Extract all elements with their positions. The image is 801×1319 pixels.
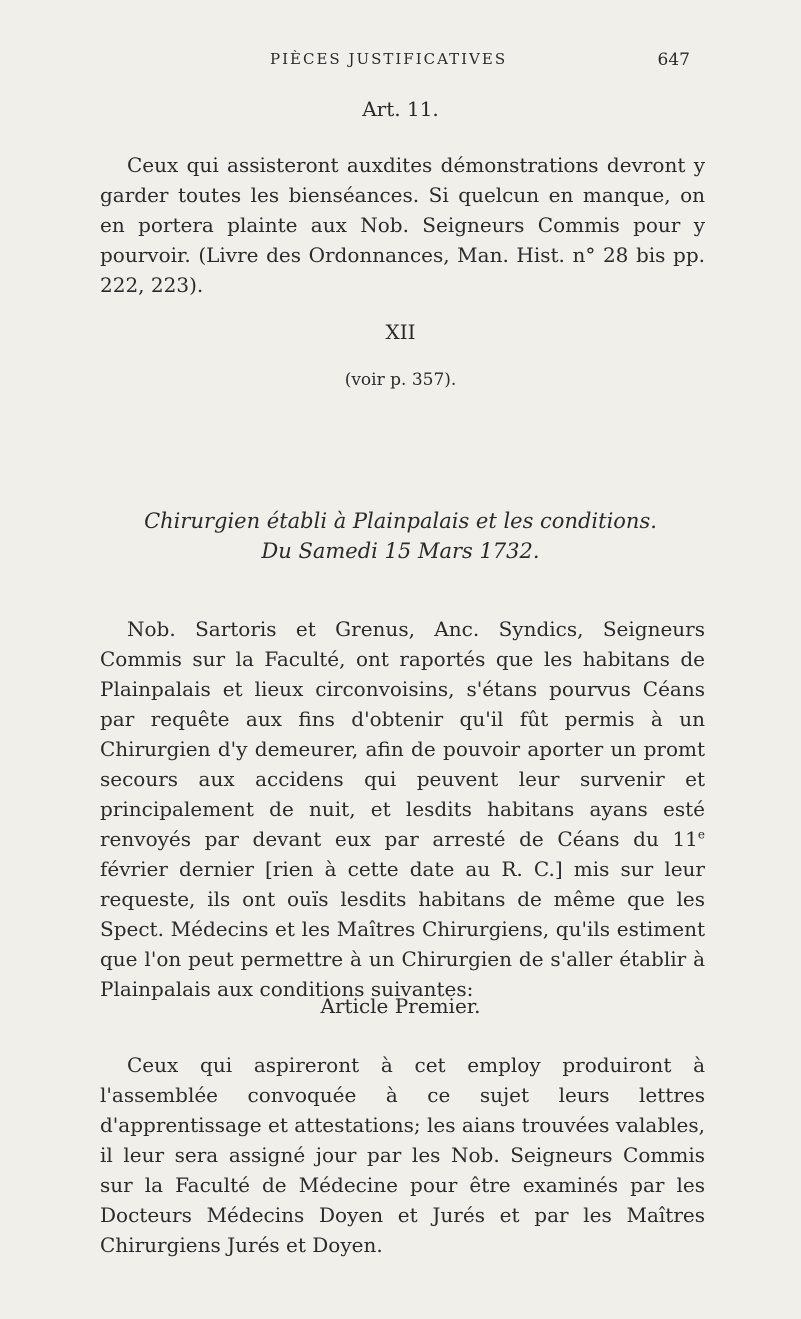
article-premier-body: Ceux qui aspireront à cet employ produiront à l'assemblée convoquée à ce sujet leurs lettres d'apprentissage et attestations; les aians trouvées valables, il leur sera assigné jour par les Nob. Seigneurs Commis sur la Faculté de Médecine pour être examinés par les Docteurs Médecins Doyen et Jurés et par les Maîtres Chirurgiens Jurés et Doyen. bbox=[100, 1053, 705, 1257]
section-date: Du Samedi 15 Mars 1732. bbox=[261, 539, 540, 563]
article-11-heading: Art. 11. bbox=[362, 97, 439, 121]
section-title: Chirurgien établi à Plainpalais et les conditions. bbox=[144, 509, 657, 533]
page-number: 647 bbox=[657, 50, 690, 70]
article-11-body: Ceux qui assisteront auxdites démonstrations devront y garder toutes les bienséances. Si quelcun en manque, on en portera plainte aux Nob. Seigneurs Commis pour y pourvoir. (Livre des Ordonnances, Man. Hist. n° 28 bis pp. 222, 223). bbox=[100, 153, 705, 297]
section-body bbox=[100, 614, 705, 1004]
section-number: XII bbox=[385, 320, 416, 344]
section-body-part1: Nob. Sartoris et Grenus, Anc. Syndics, Seigneurs Commis sur la Faculté, ont raportés que les habitans de Plainpalais et lieux circonvoisins, s'étans pourvus Céans par requête aux fins d'obtenir qu'il fût permis à un Chirurgien d'y demeurer, afin de pouvoir aporter un promt secours aux accidens qui peuvent leur survenir et principalement de nuit, et lesdits habitans ayans esté renvoyés par devant eux par arresté de Céans du 11 bbox=[100, 617, 705, 851]
section-body-part2: février dernier [rien à cette date au R. C.] mis sur leur requeste, ils ont ouïs lesdits habitans de même que les Spect. Médecins et les Maîtres Chirurgiens, qu'ils estiment que l'on peut permettre à un Chirurgien de s'aller établir à Plainpalais aux conditions suivantes: bbox=[100, 857, 705, 1001]
running-title: PIÈCES JUSTIFICATIVES bbox=[270, 50, 508, 68]
article-premier-heading: Article Premier. bbox=[320, 994, 481, 1018]
ordinal-superscript: e bbox=[697, 827, 705, 842]
section-reference: (voir p. 357). bbox=[344, 370, 457, 390]
